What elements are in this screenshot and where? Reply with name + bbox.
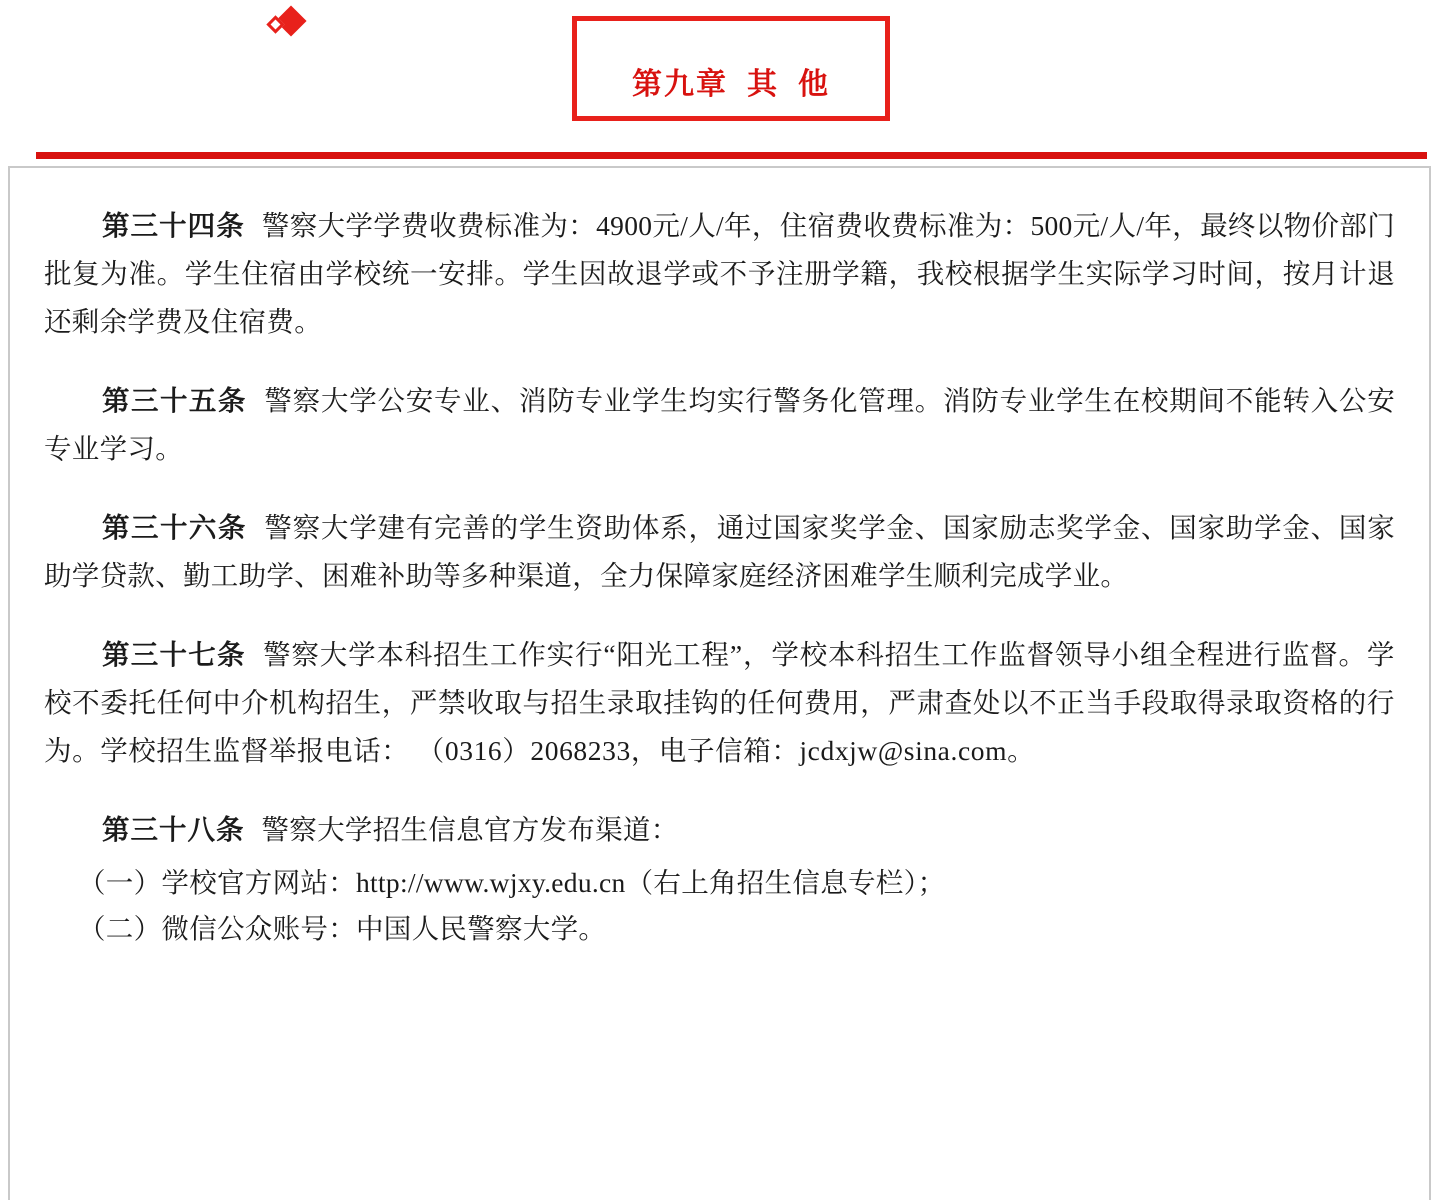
article-paragraph	[44, 202, 1395, 346]
header-divider	[36, 152, 1427, 159]
article-number: 第三十四条	[102, 210, 245, 241]
article-number: 第三十七条	[102, 639, 246, 670]
chapter-heading-box	[572, 16, 890, 121]
document-page	[8, 166, 1431, 1200]
article-text: 警察大学建有完善的学生资助体系，通过国家奖学金、国家励志奖学金、国家助学金、国家助学贷款、勤工助学、困难补助等多种渠道，全力保障家庭经济困难学生顺利完成学业。	[44, 512, 1395, 591]
article-paragraph	[44, 631, 1395, 775]
diamond-badge-icon	[268, 6, 308, 46]
article-number: 第三十六条	[102, 512, 247, 543]
chapter-title: 第九章 其 他	[632, 68, 830, 101]
article-number: 第三十八条	[102, 814, 245, 845]
article-text: 警察大学学费收费标准为：4900元/人/年，住宿费收费标准为：500元/人/年，最终以物价部门批复为准。学生住宿由学校统一安排。学生因故退学或不予注册学籍，我校根据学生实际学习时间，按月计退还剩余学费及住宿费。	[44, 210, 1395, 337]
article-paragraph	[44, 377, 1395, 473]
article-paragraph	[44, 504, 1395, 600]
article-number: 第三十五条	[102, 385, 247, 416]
list-item: （一）学校官方网站：http://www.wjxy.edu.cn（右上角招生信息专栏）；	[78, 867, 946, 898]
article-text: 警察大学公安专业、消防专业学生均实行警务化管理。消防专业学生在校期间不能转入公安专业学习。	[44, 385, 1395, 464]
list-item: （二）微信公众账号：中国人民警察大学。	[78, 913, 607, 944]
article-paragraph	[44, 806, 1395, 854]
chapter-heading-area	[0, 0, 1439, 152]
article-text: 警察大学招生信息官方发布渠道：	[261, 814, 679, 845]
article-text: 警察大学本科招生工作实行“阳光工程”，学校本科招生工作监督领导小组全程进行监督。学校不委托任何中介机构招生，严禁收取与招生录取挂钩的任何费用，严肃查处以不正当手段取得录取资格的行为。学校招生监督举报电话： （0316）2068233，电子信箱：jcdxjw@sina.com。	[44, 639, 1396, 766]
